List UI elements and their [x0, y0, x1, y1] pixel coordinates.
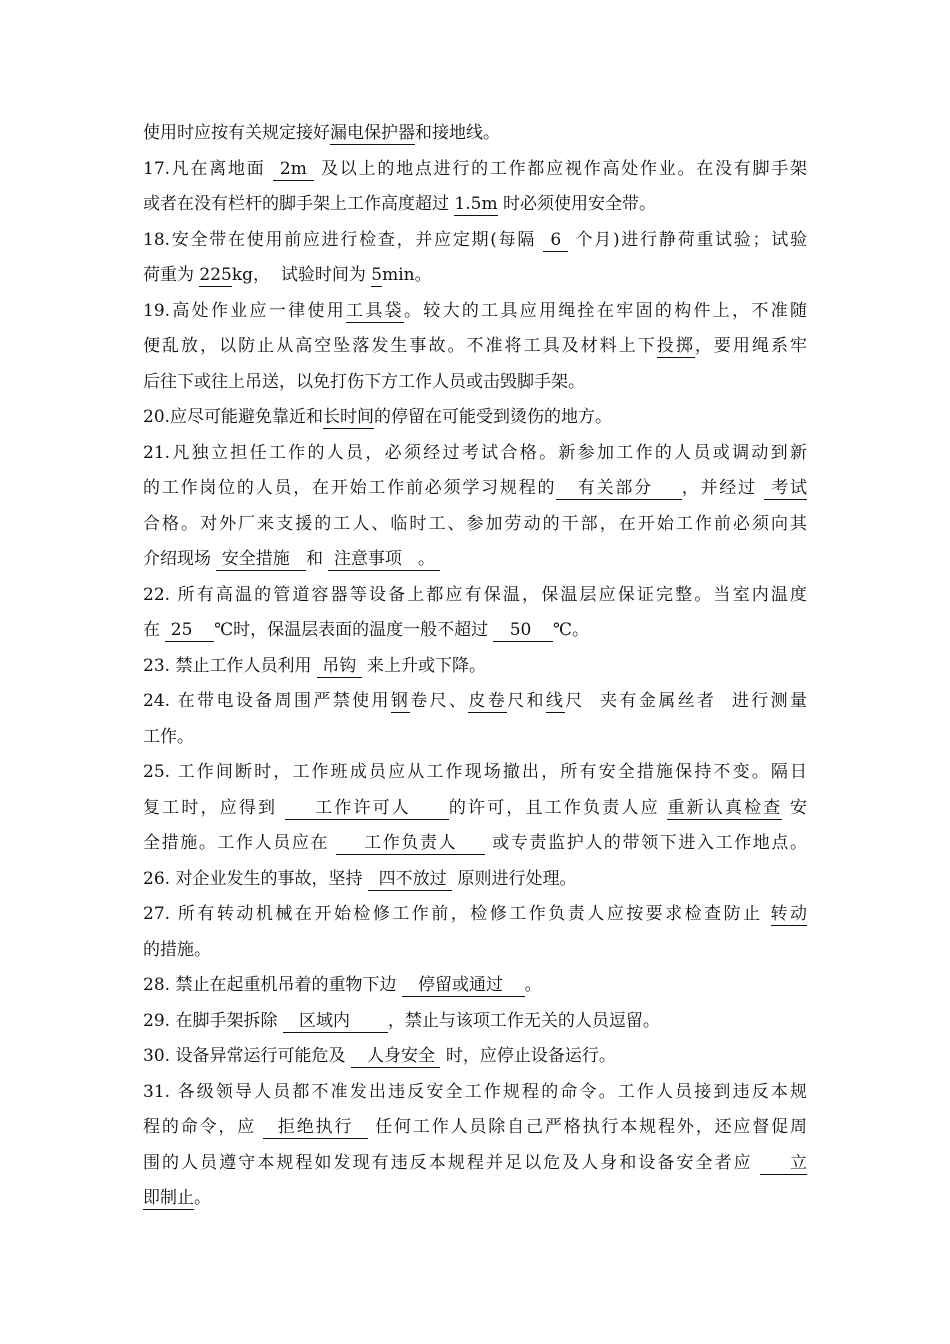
text-segment: 26. 对企业发生的事故，坚持 — [143, 868, 368, 889]
text-line — [143, 1004, 807, 1040]
text-segment: 31. 各级领导人员都不准发出违反安全工作规程的命令。工作人员接到违反本规 — [143, 1081, 807, 1102]
text-line — [143, 862, 807, 898]
document-body — [143, 116, 807, 1217]
underlined-answer: 漏电保护器 — [330, 123, 415, 143]
text-line — [143, 933, 807, 969]
underlined-answer: 2m — [272, 158, 314, 179]
underlined-answer: 四不放过 — [367, 868, 453, 889]
text-segment: 23. 禁止工作人员利用 — [143, 655, 317, 676]
underlined-answer: 50 — [493, 620, 553, 640]
text-segment: 安 — [782, 797, 807, 818]
text-segment: 30. 设备异常运行可能危及 — [143, 1046, 351, 1066]
text-segment: 程的命令，应 — [143, 1117, 264, 1137]
text-segment: 尺 夹有金属丝者 进行测量 — [565, 691, 807, 711]
text-segment: 或者在没有栏杆的脚手架上工作高度超过 — [143, 194, 455, 214]
text-segment: ℃时，保温层表面的温度一般不超过 — [214, 620, 494, 640]
text-line — [143, 578, 807, 614]
text-segment: 27. 所有转动机械在开始检修工作前，检修工作负责人应按要求检查防止 — [143, 904, 771, 924]
underlined-answer: 钢 — [390, 691, 411, 711]
underlined-answer: 长时间 — [323, 407, 375, 427]
text-line — [143, 223, 807, 259]
underlined-answer: 停留或通过 — [401, 975, 525, 995]
underlined-answer: 转动 — [770, 904, 807, 924]
text-line — [143, 365, 807, 401]
text-segment: 和 — [306, 549, 329, 569]
text-segment: 来上升或下降。 — [361, 655, 487, 676]
text-segment: 。较大的工具应用绳拴在牢固的构件上，不准随 — [403, 300, 807, 321]
text-segment: 尺和 — [507, 691, 546, 711]
text-line — [143, 1110, 807, 1146]
text-segment: 介绍现场 — [143, 549, 217, 569]
text-segment: 原则进行处理。 — [452, 868, 577, 889]
text-line — [143, 258, 807, 294]
text-segment: 工作。 — [143, 726, 194, 747]
text-line — [143, 294, 807, 330]
text-segment: 29. 在脚手架拆除 — [143, 1010, 283, 1031]
underlined-answer: 有关部分 — [556, 478, 682, 498]
text-segment: 19.高处作业应一律使用 — [143, 300, 347, 321]
underlined-answer: 区域内 — [282, 1010, 388, 1031]
underlined-answer: 考试 — [764, 478, 807, 498]
text-segment: 使用时应按有关规定接好 — [143, 123, 330, 143]
underlined-answer: 6 — [543, 229, 569, 250]
text-line — [143, 116, 807, 152]
text-line — [143, 684, 807, 720]
text-segment: 荷重为 — [143, 265, 200, 285]
text-segment: 的措施。 — [143, 939, 211, 960]
text-line — [143, 471, 807, 507]
text-segment: 25. 工作间断时，工作班成员应从工作现场撤出，所有安全措施保持不变。隔日 — [143, 762, 807, 782]
text-line — [143, 897, 807, 933]
text-segment: 18.安全带在使用前应进行检查，并应定期(每隔 — [143, 229, 544, 250]
text-segment: 24. 在带电设备周围严禁使用 — [143, 691, 391, 711]
text-segment: ，要用绳系牢 — [694, 336, 807, 356]
underlined-answer: 5 — [371, 265, 383, 285]
text-segment: 的许可，且工作负责人应 — [448, 797, 668, 818]
text-segment: kg， 试验时间为 — [231, 265, 372, 285]
text-line — [143, 1146, 807, 1182]
text-segment: 复工时，应得到 — [143, 797, 285, 818]
text-segment: 时必须使用安全带。 — [497, 194, 656, 214]
text-line — [143, 187, 807, 223]
text-line — [143, 329, 807, 365]
text-segment: 时，应停止设备运行。 — [440, 1046, 616, 1066]
text-segment: min。 — [382, 265, 432, 285]
text-segment: ，禁止与该项工作无关的人员逗留。 — [387, 1010, 660, 1031]
underlined-answer: 注意事项 。 — [328, 549, 441, 569]
underlined-answer: 重新认真检查 — [667, 797, 783, 818]
text-segment: 21.凡独立担任工作的人员，必须经过考试合格。新参加工作的人员或调动到新 — [143, 442, 807, 463]
text-segment: 及以上的地点进行的工作都应视作高处作业。在没有脚手架 — [313, 158, 807, 179]
text-segment: ℃。 — [552, 620, 589, 640]
text-segment: 任何工作人员除自己严格执行本规程外，还应督促周 — [367, 1117, 807, 1137]
text-line — [143, 826, 807, 862]
text-segment: 和接地线。 — [415, 123, 500, 143]
underlined-answer: 立 — [760, 1152, 807, 1173]
text-segment: ，并经过 — [681, 478, 765, 498]
text-segment: 。 — [524, 975, 542, 995]
text-segment: 17.凡在离地面 — [143, 158, 273, 179]
underlined-answer: 拒绝执行 — [263, 1117, 368, 1137]
underlined-answer: 安全措施 — [216, 549, 307, 569]
text-segment: 的工作岗位的人员，在开始工作前必须学习规程的 — [143, 478, 557, 498]
underlined-answer: 即制止 — [143, 1188, 194, 1208]
text-segment: 在 — [143, 620, 166, 640]
underlined-answer: 人身安全 — [350, 1046, 441, 1066]
underlined-answer: 线 — [545, 691, 566, 711]
text-segment: 后往下或往上吊送，以免打伤下方工作人员或击毁脚手架。 — [143, 371, 585, 392]
text-segment: 20.应尽可能避免靠近和 — [143, 407, 324, 427]
text-segment: 或专责监护人的带领下进入工作地点。 — [485, 833, 807, 853]
text-line — [143, 720, 807, 756]
underlined-answer: 皮卷 — [468, 691, 508, 711]
text-segment: 卷尺、 — [410, 691, 469, 711]
underlined-answer: 25 — [165, 620, 215, 640]
text-line — [143, 613, 807, 649]
text-line — [143, 152, 807, 188]
text-line — [143, 1039, 807, 1075]
text-line — [143, 1181, 807, 1217]
text-line — [143, 507, 807, 543]
text-line — [143, 1075, 807, 1111]
underlined-answer: 225 — [199, 265, 232, 285]
underlined-answer: 工作许可人 — [284, 797, 449, 818]
text-segment: 便乱放，以防止从高空坠落发生事故。不准将工具及材料上下 — [143, 336, 657, 356]
text-line — [143, 542, 807, 578]
underlined-answer: 投掷 — [656, 336, 695, 356]
underlined-answer: 工作负责人 — [336, 833, 486, 853]
text-line — [143, 968, 807, 1004]
underlined-answer: 1.5m — [454, 194, 498, 214]
text-line — [143, 436, 807, 472]
text-segment: 22. 所有高温的管道容器等设备上都应有保温，保温层应保证完整。当室内温度 — [143, 584, 807, 605]
text-segment: 个月)进行静荷重试验；试验 — [568, 229, 807, 250]
text-line — [143, 755, 807, 791]
underlined-answer: 工具袋 — [346, 300, 404, 321]
text-segment: 28. 禁止在起重机吊着的重物下边 — [143, 975, 402, 995]
text-segment: 合格。对外厂来支援的工人、临时工、参加劳动的干部，在开始工作前必须向其 — [143, 513, 807, 534]
text-segment: 全措施。工作人员应在 — [143, 833, 337, 853]
text-line — [143, 400, 807, 436]
text-segment: 。 — [194, 1188, 211, 1208]
text-line — [143, 791, 807, 827]
underlined-answer: 吊钩 — [316, 655, 362, 676]
text-segment: 围的人员遵守本规程如发现有违反本规程并足以危及人身和设备安全者应 — [143, 1152, 761, 1173]
text-segment: 的停留在可能受到烫伤的地方。 — [374, 407, 613, 427]
text-line — [143, 649, 807, 685]
